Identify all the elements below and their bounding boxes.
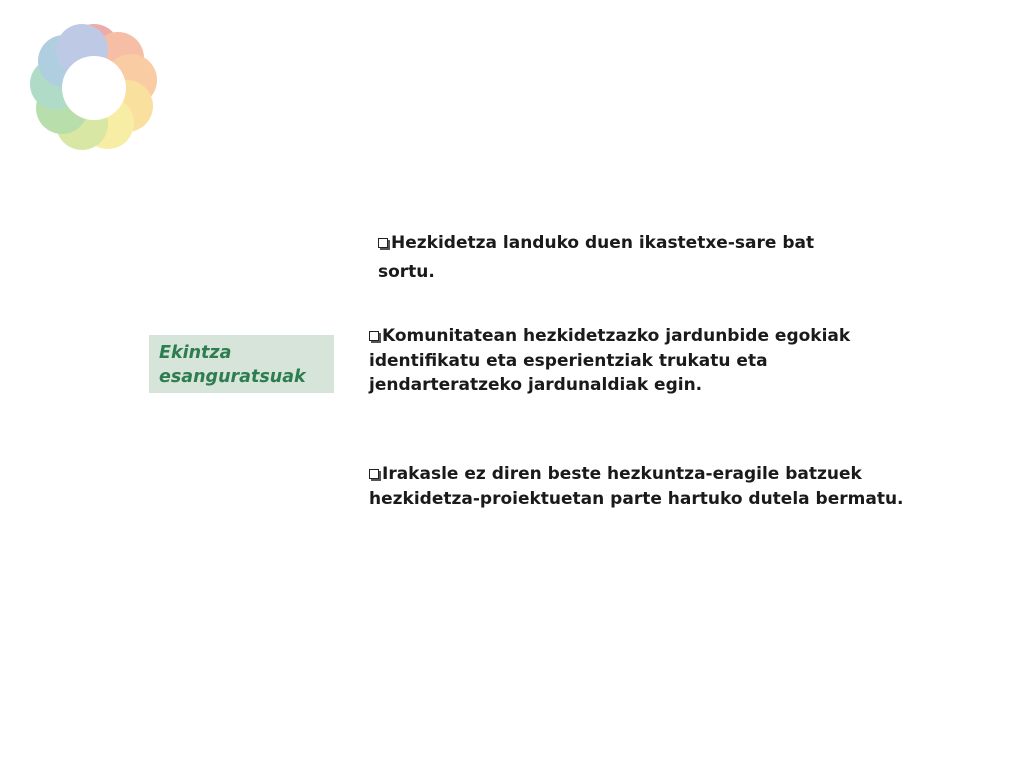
- list-item: [378, 229, 838, 287]
- checkbox-bullet-icon: [369, 469, 379, 479]
- list-item: [369, 462, 929, 511]
- section-label: [149, 335, 334, 393]
- section-label-line1: Ekintza: [159, 343, 232, 363]
- list-item: [369, 324, 889, 398]
- checkbox-bullet-icon: [369, 331, 379, 341]
- list-item-text: Komunitatean hezkidetzazko jardunbide egokiak identifikatu eta esperientziak trukatu eta jendarteratzeko jardunaldiak egin.: [369, 326, 851, 395]
- checkbox-bullet-icon: [378, 238, 388, 248]
- section-label-line2: esanguratsuak: [159, 367, 306, 387]
- list-item-text: Hezkidetza landuko duen ikastetxe-sare bat sortu.: [378, 233, 815, 282]
- colorful-ring-logo-icon: [28, 22, 160, 154]
- list-item-text: Irakasle ez diren beste hezkuntza-eragile batzuek hezkidetza-proiektuetan parte hartuko dutela bermatu.: [369, 464, 904, 509]
